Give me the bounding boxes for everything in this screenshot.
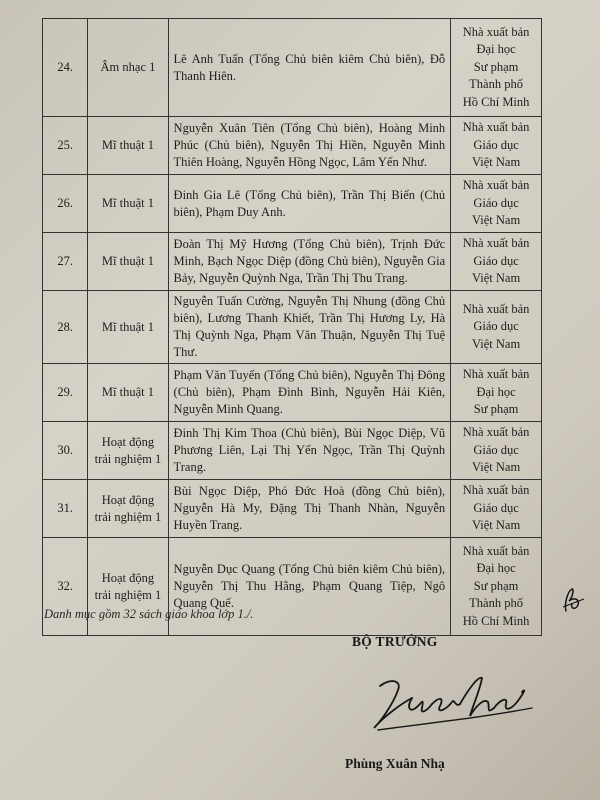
publisher-line: Việt Nam	[471, 213, 521, 228]
table-row	[43, 19, 542, 117]
publisher-line: Hồ Chí Minh	[462, 94, 530, 109]
row-authors: Lê Anh Tuấn (Tổng Chủ biên kiêm Chủ biên), Đỗ Thanh Hiên.	[168, 19, 451, 117]
signature-icon	[360, 668, 540, 738]
publisher-line: Sư phạm	[473, 59, 519, 74]
minister-title: BỘ TRƯỞNG	[352, 634, 438, 649]
row-authors: Phạm Văn Tuyến (Tổng Chủ biên), Nguyễn Thị Đông (Chủ biên), Phạm Đình Bình, Nguyễn Hải Kiên, Nguyễn Minh Quang.	[168, 364, 451, 422]
row-subject: Âm nhạc 1	[88, 19, 168, 117]
row-authors: Đinh Gia Lê (Tổng Chủ biên), Trần Thị Biển (Chủ biên), Phạm Duy Anh.	[168, 175, 451, 233]
row-publisher	[451, 291, 542, 364]
row-publisher	[451, 117, 542, 175]
publisher-line: Nhà xuất bản	[462, 236, 530, 251]
publisher-line: Nhà xuất bản	[462, 178, 530, 193]
publisher-line: Nhà xuất bản	[462, 425, 530, 440]
table-row	[43, 480, 542, 538]
row-publisher	[451, 233, 542, 291]
publisher-line: Giáo dục	[473, 319, 519, 334]
row-subject: Mĩ thuật 1	[88, 291, 168, 364]
publisher-line: Việt Nam	[471, 271, 521, 286]
publisher-line: Giáo dục	[473, 500, 519, 515]
row-subject: Mĩ thuật 1	[88, 117, 168, 175]
row-authors: Đoàn Thị Mỹ Hương (Tổng Chủ biên), Trịnh Đức Minh, Bạch Ngọc Diệp (đồng Chủ biên), Nguyễn Gia Bảy, Nguyễn Quỳnh Nga, Trần Thị Thu Trang.	[168, 233, 451, 291]
publisher-line: Nhà xuất bản	[462, 367, 530, 382]
publisher-line: Đại học	[476, 384, 516, 399]
table-row	[43, 233, 542, 291]
table-body	[43, 19, 542, 636]
table-row	[43, 291, 542, 364]
row-number: 28.	[43, 291, 88, 364]
row-number: 25.	[43, 117, 88, 175]
row-number: 26.	[43, 175, 88, 233]
publisher-line: Sư phạm	[473, 578, 519, 593]
publisher-line: Thành phố	[469, 596, 523, 611]
publisher-line: Đại học	[476, 42, 516, 57]
row-authors: Nguyễn Xuân Tiên (Tổng Chủ biên), Hoàng Minh Phúc (Chủ biên), Nguyễn Thị Hiền, Nguyễn Minh Thiên Hoàng, Nguyễn Hồng Ngọc, Lâm Yến Như.	[168, 117, 451, 175]
row-number: 29.	[43, 364, 88, 422]
catalog-footnote: Danh mục gồm 32 sách giáo khoa lớp 1./.	[44, 607, 254, 621]
publisher-line: Nhà xuất bản	[462, 301, 530, 316]
row-publisher	[451, 175, 542, 233]
publisher-line: Giáo dục	[473, 253, 519, 268]
row-subject: Mĩ thuật 1	[88, 175, 168, 233]
publisher-line: Việt Nam	[471, 336, 521, 351]
row-authors: Bùi Ngọc Diệp, Phó Đức Hoà (đồng Chủ biên), Nguyễn Hà My, Đặng Thị Thanh Nhàn, Nguyễn Huyền Trang.	[168, 480, 451, 538]
row-publisher	[451, 364, 542, 422]
row-authors: Nguyễn Dục Quang (Tổng Chủ biên kiêm Chủ biên), Nguyễn Thị Thu Hằng, Phạm Quang Tiệp, Ngô Quang Quế.	[168, 538, 451, 636]
publisher-line: Giáo dục	[473, 137, 519, 152]
textbook-catalog-table	[42, 18, 542, 636]
row-authors: Đinh Thị Kim Thoa (Chủ biên), Bùi Ngọc Diệp, Vũ Phương Liên, Lại Thị Yến Ngọc, Trần Thị Quỳnh Trang.	[168, 422, 451, 480]
row-number: 30.	[43, 422, 88, 480]
row-subject: Hoạt động trải nghiệm 1	[88, 538, 168, 636]
row-publisher	[451, 19, 542, 117]
publisher-line: Nhà xuất bản	[462, 120, 530, 135]
row-number: 32.	[43, 538, 88, 636]
row-publisher	[451, 538, 542, 636]
row-publisher	[451, 422, 542, 480]
publisher-line: Việt Nam	[471, 155, 521, 170]
row-number: 31.	[43, 480, 88, 538]
row-authors: Nguyễn Tuấn Cường, Nguyễn Thị Nhung (đồng Chủ biên), Lương Thanh Khiết, Trần Thị Hương Ly, Hà Thị Quỳnh Nga, Phạm Văn Thuận, Nguyễn Thị Tuệ Thư.	[168, 291, 451, 364]
initial-mark-icon	[560, 585, 586, 615]
row-number: 27.	[43, 233, 88, 291]
publisher-line: Nhà xuất bản	[462, 483, 530, 498]
publisher-line: Đại học	[476, 561, 516, 576]
row-subject: Hoạt động trải nghiệm 1	[88, 480, 168, 538]
row-publisher	[451, 480, 542, 538]
publisher-line: Giáo dục	[473, 195, 519, 210]
publisher-line: Sư phạm	[473, 402, 519, 417]
publisher-line: Nhà xuất bản	[462, 543, 530, 558]
publisher-line: Giáo dục	[473, 442, 519, 457]
publisher-line: Thành phố	[469, 77, 523, 92]
publisher-line: Nhà xuất bản	[462, 24, 530, 39]
publisher-line: Việt Nam	[471, 460, 521, 475]
table-row	[43, 175, 542, 233]
table-row	[43, 364, 542, 422]
row-number: 24.	[43, 19, 88, 117]
table-row	[43, 422, 542, 480]
row-subject: Mĩ thuật 1	[88, 233, 168, 291]
publisher-line: Việt Nam	[471, 518, 521, 533]
row-subject: Mĩ thuật 1	[88, 364, 168, 422]
minister-name: Phùng Xuân Nhạ	[345, 756, 445, 771]
table-row	[43, 117, 542, 175]
row-subject: Hoạt động trải nghiệm 1	[88, 422, 168, 480]
publisher-line: Hồ Chí Minh	[462, 613, 530, 628]
